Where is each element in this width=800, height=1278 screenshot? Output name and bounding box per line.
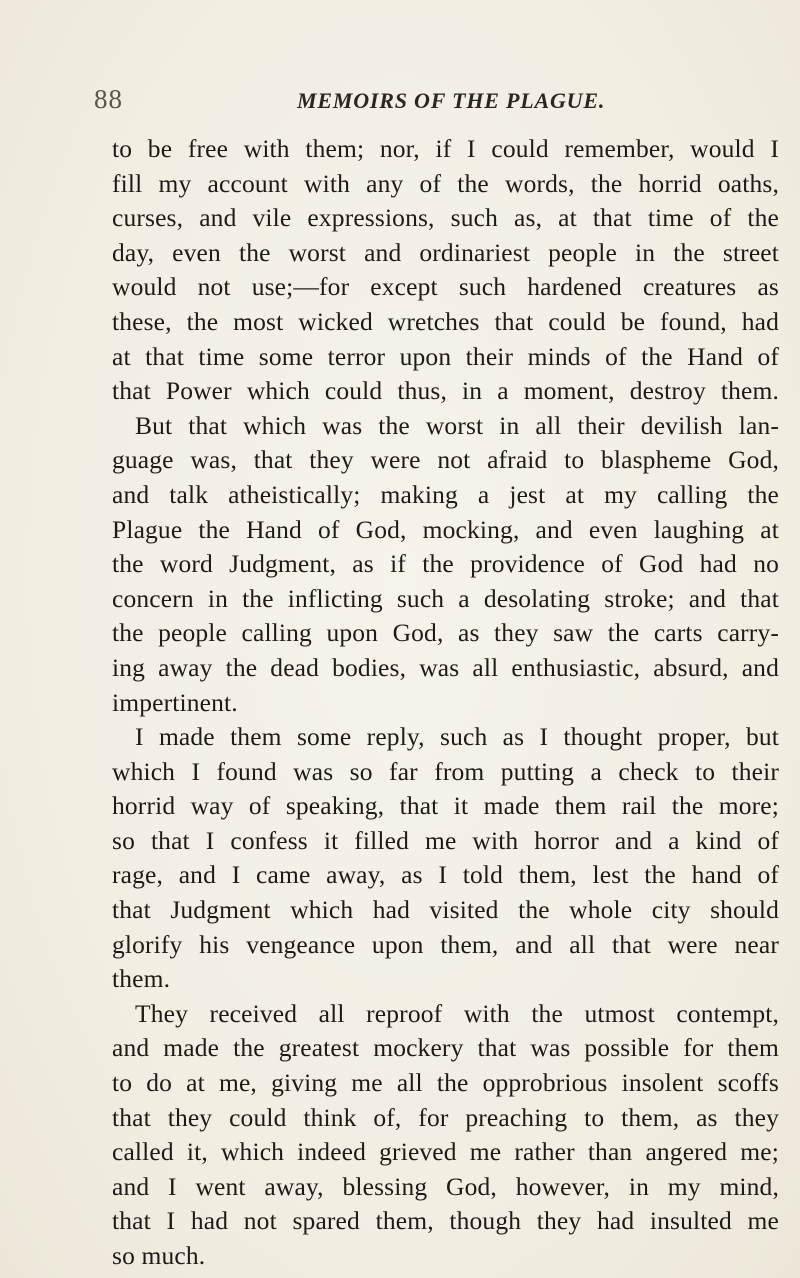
text-line: glorify his vengeance upon them, and all that were near	[112, 929, 779, 959]
paragraph-first-line: They received all reproof with the utmost contempt,	[135, 998, 779, 1028]
text-line: that Judgment which had visited the whole city should	[112, 895, 779, 925]
text-line: so that I confess it filled me with horror and a kind of	[112, 825, 779, 855]
paragraph-last-line: them.	[112, 964, 171, 994]
text-line: would not use;—for except such hardened creatures as	[112, 272, 779, 302]
paragraph-last-line: impertinent.	[112, 687, 238, 717]
text-line: the word Judgment, as if the providence of God had no	[112, 549, 779, 579]
text-line: at that time some terror upon their minds of the Hand of	[112, 341, 779, 371]
text-line: and talk atheistically; making a jest at my calling the	[112, 479, 779, 509]
text-line: and made the greatest mockery that was possible for them	[112, 1033, 779, 1063]
text-line: concern in the inflicting such a desolating stroke; and that	[112, 583, 779, 613]
text-line: curses, and vile expressions, such as, at that time of the	[112, 203, 779, 233]
text-line: which I found was so far from putting a check to their	[112, 756, 779, 786]
text-line: rage, and I came away, as I told them, lest the hand of	[112, 860, 779, 890]
text-line: that I had not spared them, though they had insulted me	[112, 1206, 779, 1236]
text-line: that Power which could thus, in a moment, destroy them.	[112, 376, 779, 406]
text-line: and I went away, blessing God, however, in my mind,	[112, 1171, 779, 1201]
paragraph-first-line: But that which was the worst in all their devilish lan-	[135, 410, 779, 440]
text-line: called it, which indeed grieved me rather than angered me;	[112, 1137, 779, 1167]
text-line: to do at me, giving me all the opprobrious insolent scoffs	[112, 1068, 779, 1098]
text-line: that they could think of, for preaching to them, as they	[112, 1102, 779, 1132]
page-header	[84, 84, 774, 118]
text-line: guage was, that they were not afraid to blaspheme God,	[112, 445, 779, 475]
text-line: these, the most wicked wretches that could be found, had	[112, 306, 779, 336]
text-line: horrid way of speaking, that it made them rail the more;	[112, 791, 779, 821]
text-line: ing away the dead bodies, was all enthusiastic, absurd, and	[112, 652, 779, 682]
text-line: Plague the Hand of God, mocking, and even laughing at	[112, 514, 779, 544]
paragraph-last-line: so much.	[112, 1241, 206, 1270]
running-title: MEMOIRS OF THE PLAGUE.	[297, 88, 606, 113]
text-line: day, even the worst and ordinariest people in the street	[112, 237, 779, 267]
body-text	[112, 132, 779, 1274]
page-number: 88	[94, 84, 123, 114]
text-line: fill my account with any of the words, the horrid oaths,	[112, 168, 779, 198]
paragraph-first-line: I made them some reply, such as I thought proper, but	[135, 722, 779, 752]
text-line: to be free with them; nor, if I could remember, would I	[112, 134, 779, 163]
text-line: the people calling upon God, as they saw the carts carry-	[112, 618, 779, 648]
